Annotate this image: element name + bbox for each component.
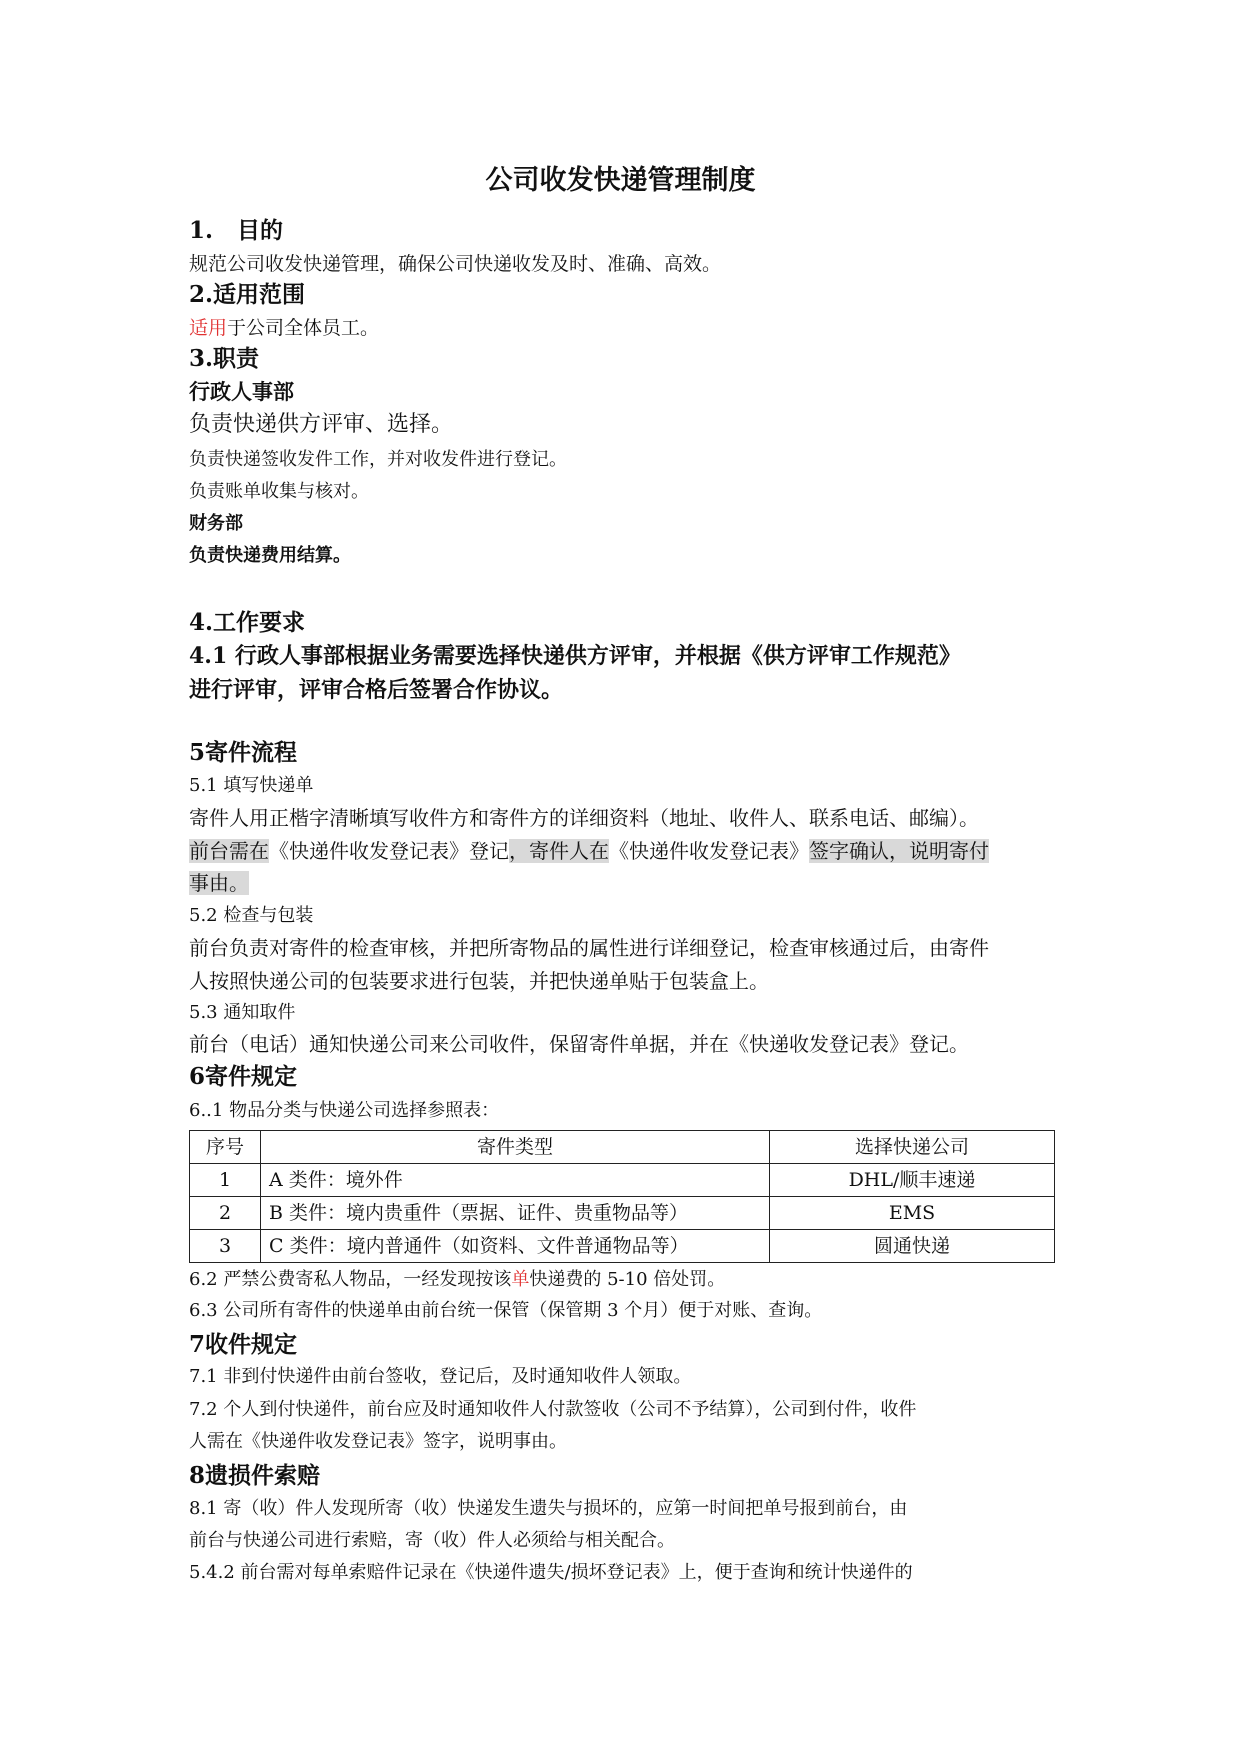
table-cell: A 类件：境外件 xyxy=(261,1164,770,1197)
text-span: 快递费的 5-10 倍处罚。 xyxy=(529,1269,726,1290)
table-header-cell: 选择快递公司 xyxy=(770,1131,1055,1164)
subsection-5-2: 5.2 检查与包装 xyxy=(189,905,314,926)
table-cell: 圆通快递 xyxy=(770,1230,1055,1263)
rule-7-1: 7.1 非到付快递件由前台签收，登记后，及时通知收件人领取。 xyxy=(189,1366,692,1387)
page-title: 公司收发快递管理制度 xyxy=(485,165,756,196)
table-cell: 3 xyxy=(190,1230,261,1263)
table-row xyxy=(190,1230,1055,1263)
section-7-heading: 7收件规定 xyxy=(189,1331,298,1358)
highlight-span: 前台需在 xyxy=(189,839,269,863)
admin-duty-1: 负责快递供方评审、选择。 xyxy=(189,412,454,437)
section-1-heading: 1. 目的 xyxy=(189,217,284,244)
subsection-5-1: 5.1 填写快递单 xyxy=(189,775,314,796)
table-cell: EMS xyxy=(770,1197,1055,1230)
table-cell: DHL/顺丰速递 xyxy=(770,1164,1055,1197)
admin-duty-2: 负责快递签收发件工作，并对收发件进行登记。 xyxy=(189,449,567,470)
rule-7-2-line-1: 7.2 个人到付快递件，前台应及时通知收件人付款签收（公司不予结算），公司到付件，收件 xyxy=(189,1399,917,1420)
rule-5-4-2-line-1: 5.4.2 前台需对每单索赔件记录在《快递件遗失/损坏登记表》上，便于查询和统计快递件的 xyxy=(189,1562,913,1583)
text-span: 《快递件收发登记表》登记 xyxy=(269,839,509,863)
text-span: 《快递件收发登记表》 xyxy=(609,839,809,863)
finance-duty-1: 负责快递费用结算。 xyxy=(189,545,351,566)
rule-8-1-line-1: 8.1 寄（收）件人发现所寄（收）快递发生遗失与损坏的，应第一时间把单号报到前台，由 xyxy=(189,1498,908,1519)
admin-duty-3: 负责账单收集与核对。 xyxy=(189,481,369,502)
table-cell: 1 xyxy=(190,1164,261,1197)
highlighted-word: 单 xyxy=(511,1269,530,1290)
section-8-heading: 8遗损件索赔 xyxy=(189,1462,321,1489)
rule-8-1-line-2: 前台与快递公司进行索赔，寄（收）件人必须给与相关配合。 xyxy=(189,1530,675,1551)
section-5-heading: 5寄件流程 xyxy=(189,739,298,766)
table-header-row xyxy=(190,1131,1055,1164)
rule-7-2-line-2: 人需在《快递件收发登记表》签字，说明事由。 xyxy=(189,1431,567,1452)
table-header-cell: 序号 xyxy=(190,1131,261,1164)
section-4-heading: 4.工作要求 xyxy=(189,609,306,636)
text-span: 6.2 严禁公费寄私人物品，一经发现按该 xyxy=(189,1269,512,1290)
table-row xyxy=(190,1164,1055,1197)
requirement-4-1-line-1: 4.1 行政人事部根据业务需要选择快递供方评审，并根据《供方评审工作规范》 xyxy=(189,643,961,669)
admin-dept-heading: 行政人事部 xyxy=(189,379,294,404)
subsection-5-1-line-3 xyxy=(189,872,249,894)
table-cell: B 类件：境内贵重件（票据、证件、贵重物品等） xyxy=(261,1197,770,1230)
subsection-5-3: 5.3 通知取件 xyxy=(189,1002,296,1023)
table-cell: C 类件：境内普通件（如资料、文件普通物品等） xyxy=(261,1230,770,1263)
table-caption: 6..1 物品分类与快递公司选择参照表： xyxy=(189,1100,500,1121)
subsection-5-2-line-2: 人按照快递公司的包装要求进行包装，并把快递单贴于包装盒上。 xyxy=(189,969,769,993)
section-2-text-rest: 于公司全体员工。 xyxy=(227,317,380,339)
highlight-span: 事由。 xyxy=(189,871,249,895)
section-2-text xyxy=(189,318,379,339)
subsection-5-1-line-1: 寄件人用正楷字清晰填写收件方和寄件方的详细资料（地址、收件人、联系电话、邮编）。 xyxy=(189,806,979,830)
table-row xyxy=(190,1197,1055,1230)
section-3-heading: 3.职责 xyxy=(189,345,260,372)
table-cell: 2 xyxy=(190,1197,261,1230)
requirement-4-1-line-2: 进行评审，评审合格后签署合作协议。 xyxy=(189,677,564,703)
rule-6-3: 6.3 公司所有寄件的快递单由前台统一保管（保管期 3 个月）便于对账、查询。 xyxy=(189,1300,823,1321)
highlight-span: 签字确认，说明寄付 xyxy=(809,839,989,863)
subsection-5-3-line-1: 前台（电话）通知快递公司来公司收件，保留寄件单据，并在《快递收发登记表》登记。 xyxy=(189,1032,969,1056)
section-2-heading: 2.适用范围 xyxy=(189,281,306,308)
finance-dept-heading: 财务部 xyxy=(189,513,243,534)
subsection-5-2-line-1: 前台负责对寄件的检查审核，并把所寄物品的属性进行详细登记，检查审核通过后，由寄件 xyxy=(189,936,989,960)
rule-6-2 xyxy=(189,1270,725,1290)
subsection-5-1-line-2 xyxy=(189,840,989,862)
highlighted-word: 适用 xyxy=(189,317,228,339)
section-1-text: 规范公司收发快递管理，确保公司快递收发及时、准确、高效。 xyxy=(189,253,722,275)
courier-reference-table xyxy=(189,1130,1055,1263)
table-header-cell: 寄件类型 xyxy=(261,1131,770,1164)
section-6-heading: 6寄件规定 xyxy=(189,1063,298,1090)
highlight-span: ，寄件人在 xyxy=(509,839,609,863)
